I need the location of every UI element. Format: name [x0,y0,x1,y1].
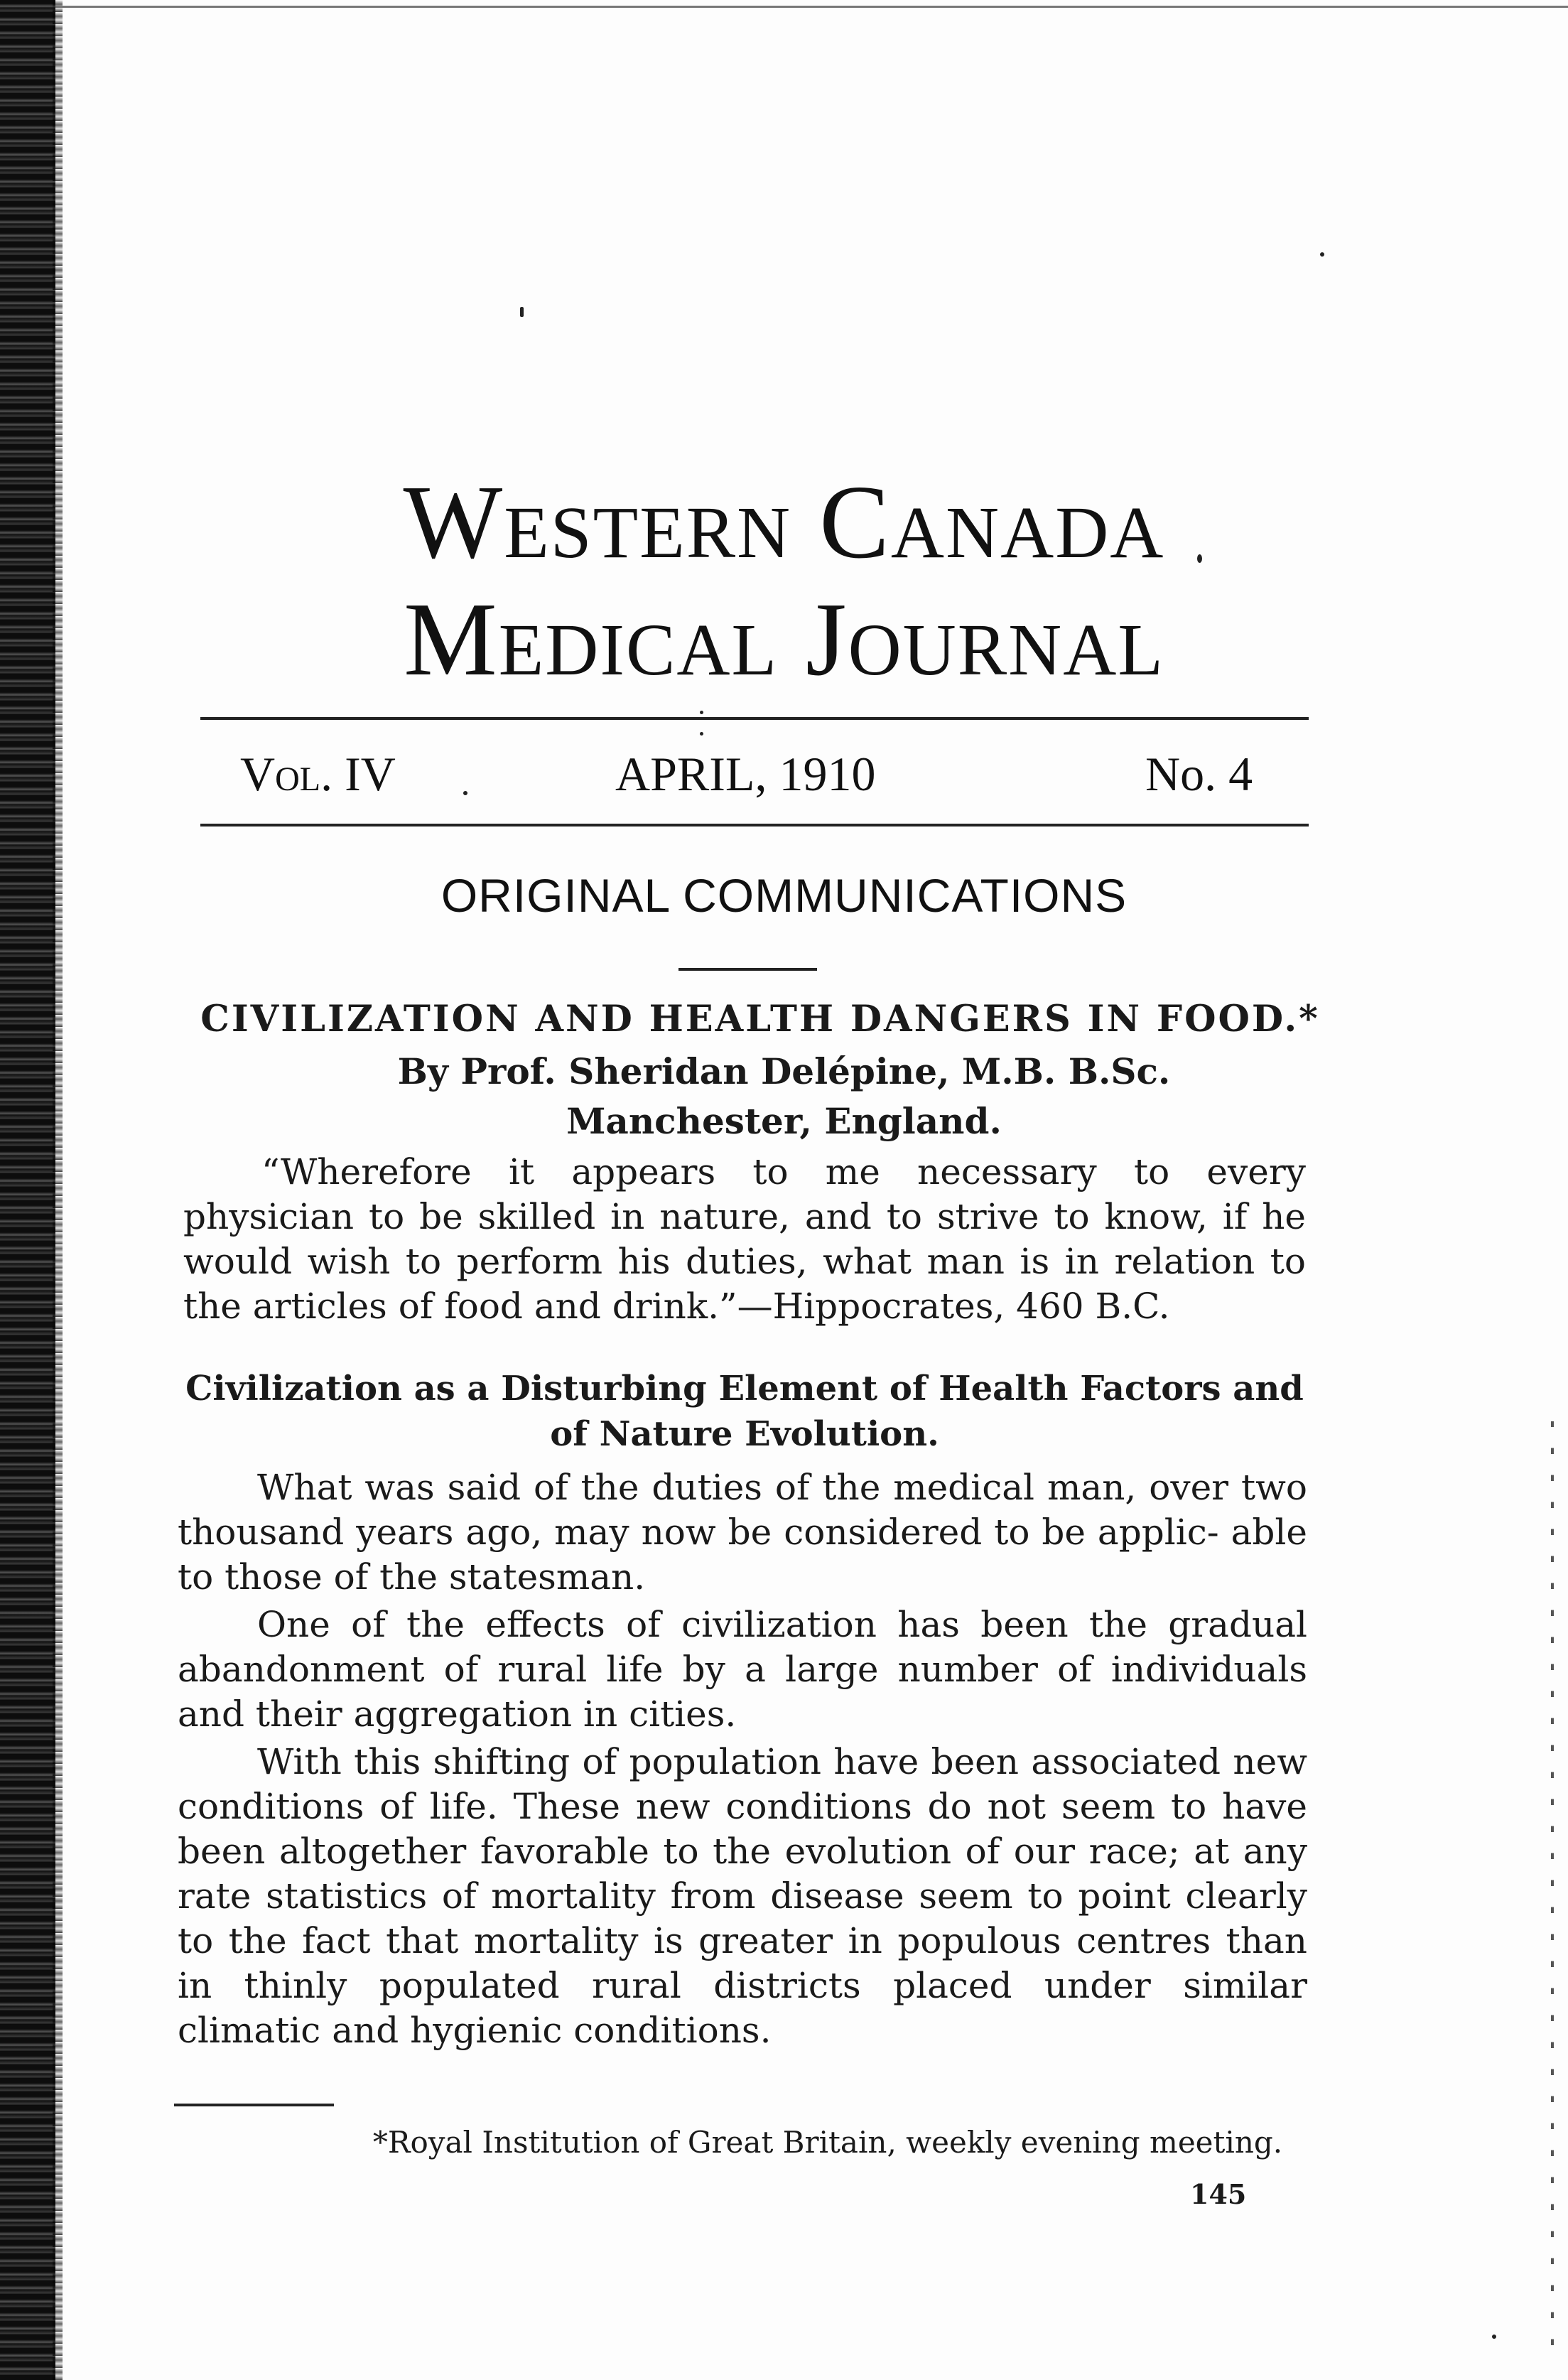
issue-number: No. 4 [1145,747,1253,801]
page-number: 145 [1190,2178,1247,2210]
author-location: Manchester, England. [566,1100,1002,1142]
scan-speck [463,791,467,795]
scan-speck [700,732,703,736]
article-byline: By Prof. Sheridan Delépine, M.B. B.Sc. [397,1050,1171,1092]
section-divider [678,968,817,971]
volume-label: Vol. IV [240,747,396,801]
body-paragraph: One of the effects of civilization has been the gradual abandonment of rural life by a large number of individuals and their aggregation in cities. [178,1604,1307,1735]
scan-speck [1492,2335,1496,2339]
article-body [178,1465,1307,2056]
footnote: *Royal Institution of Great Britain, weekly evening meeting. [372,2125,1283,2160]
scan-speck [700,711,703,714]
scan-speck [1320,252,1324,257]
body-paragraph: With this shifting of population have been associated new conditions of life. These new conditions do not seem to have been altogether favorable to the evolution of our race; at any rate statistics of mortality from disease seem to point clearly to the fact that mortality is greater in populous centres than in thinly populated rural districts placed under similar climatic and hygienic conditions. [178,1741,1307,2051]
scan-top-edge [55,6,1568,8]
article-subheading: Civilization as a Disturbing Element of Health Factors and of Nature Evolution. [185,1369,1304,1454]
article-title: CIVILIZATION AND HEALTH DANGERS IN FOOD.* [200,998,1320,1040]
epigraph-quote: “Wherefore it appears to me necessary to every physician to be skilled in nature, and to strive to know, if he would wish to perform his duties, what man is in relation to the articles of food and drink.”—Hippocrates, 460 B.C. [183,1151,1306,1327]
scan-speck [520,307,524,317]
header-rule-top [200,717,1309,720]
journal-title-line2: Medical Journal [404,581,1164,698]
footnote-rule [174,2104,334,2106]
scan-right-edge-marks [1551,1421,1554,2345]
header-rule-bottom [200,824,1309,826]
body-paragraph: What was said of the duties of the medical man, over two thousand years ago, may now be considered to be applic- able to those of the statesman. [178,1467,1307,1598]
scan-binding-edge [0,0,55,2380]
issue-date: APRIL, 1910 [615,747,876,801]
journal-title-line1: Western Canada [403,464,1165,581]
section-heading: ORIGINAL COMMUNICATIONS [440,869,1128,922]
